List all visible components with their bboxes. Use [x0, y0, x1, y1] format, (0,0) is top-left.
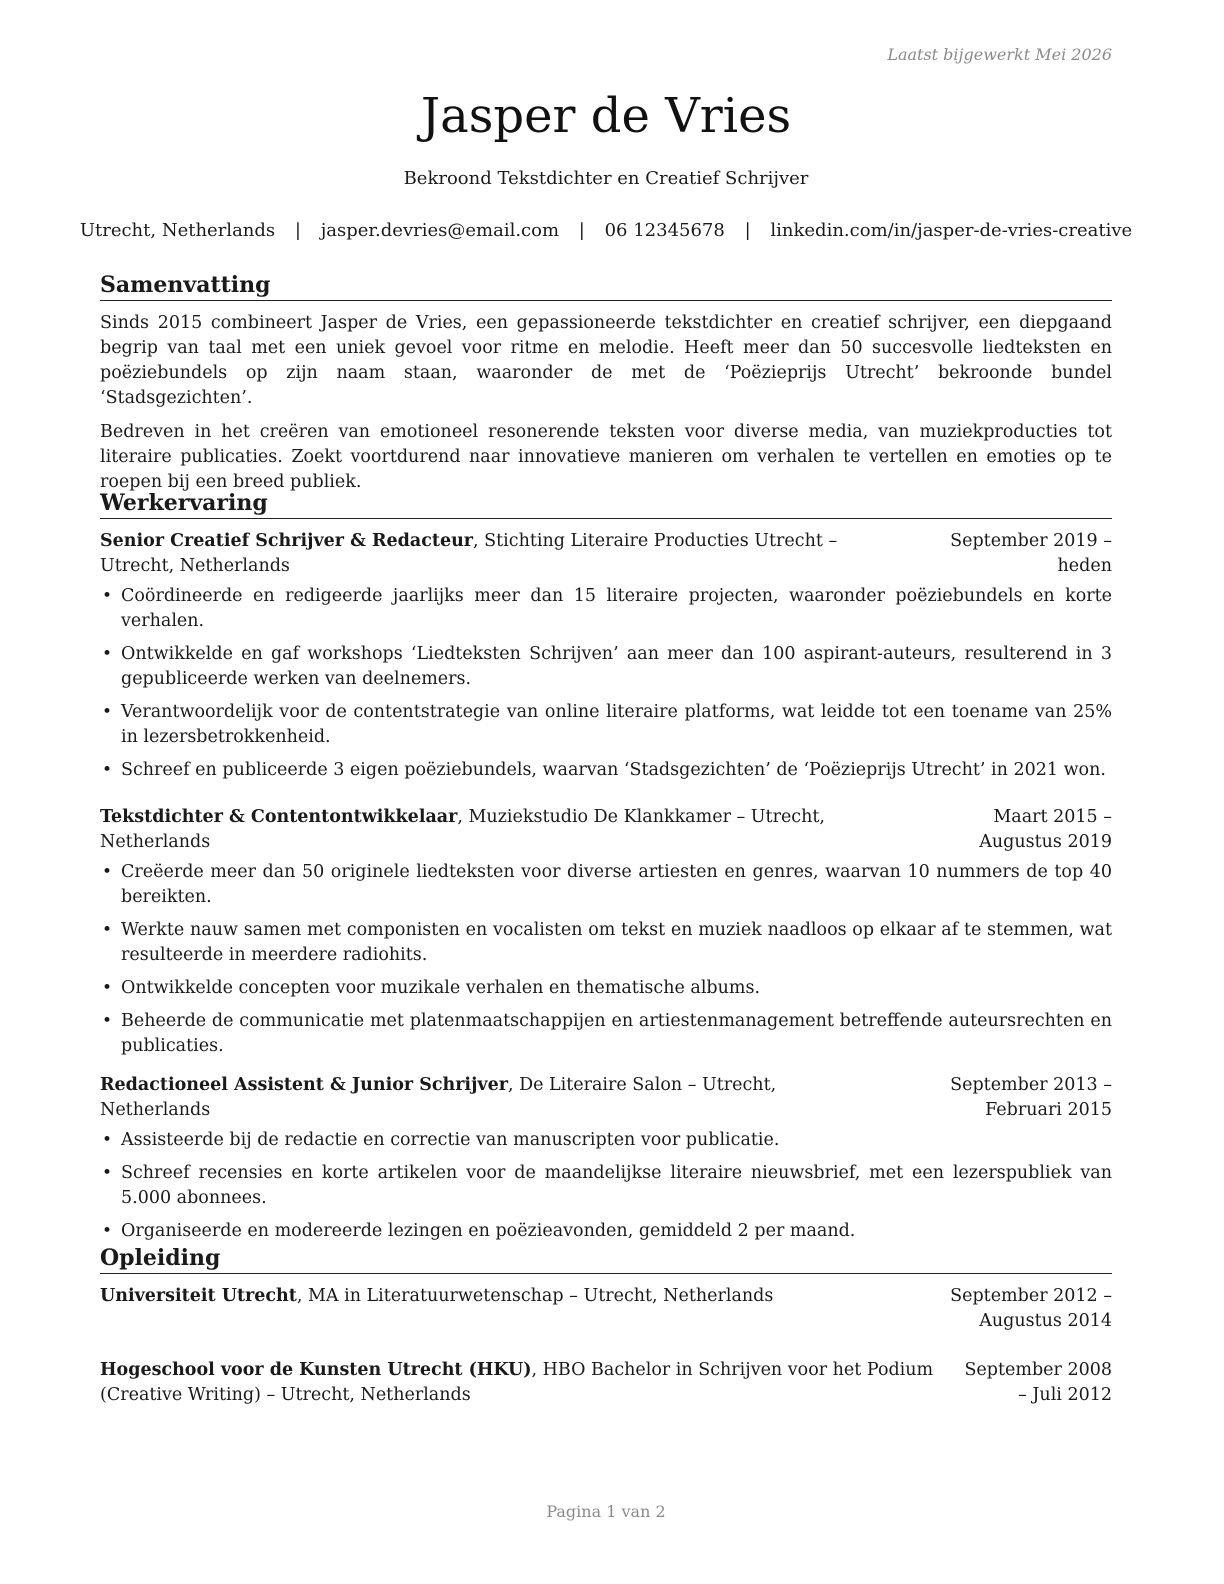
job-role: Senior Creatief Schrijver & Redacteur	[100, 531, 474, 551]
job-header	[100, 529, 1112, 579]
job-bullets	[100, 860, 1112, 1059]
job-bullet: • Verantwoordelijk voor de contentstrategie van online literaire platforms, wat leidde tot een toename van 25% in lezersbetrokkenheid.	[100, 700, 1112, 750]
job-bullet: • Organiseerde en modereerde lezingen en poëzieavonden, gemiddeld 2 per maand.	[100, 1219, 1112, 1244]
education-entry	[100, 1284, 1112, 1334]
section-title-summary: Samenvatting	[100, 272, 1112, 301]
contact-email[interactable]: jasper.devries@email.com	[320, 220, 560, 241]
summary-paragraph: Sinds 2015 combineert Jasper de Vries, een gepassioneerde tekstdichter en creatief schrijver, een diepgaand begrip van taal met een uniek gevoel voor ritme en melodie. Heeft meer dan 50 succesvolle liedteksten en poëziebundels op zijn naam staan, waaronder de met de ‘Poëzieprijs Utrecht’ bekroonde bundel ‘Stadsgezichten’.	[100, 313, 1112, 408]
contact-separator: |	[578, 220, 585, 241]
job-bullet: • Schreef en publiceerde 3 eigen poëziebundels, waarvan ‘Stadsgezichten’ de ‘Poëzieprijs Utrecht’ in 2021 won.	[100, 758, 1112, 783]
job-bullet: • Beheerde de communicatie met platenmaatschappijen en artiestenmanagement betreffende auteursrechten en publicaties.	[100, 1009, 1112, 1059]
contact-linkedin[interactable]: linkedin.com/in/jasper-de-vries-creative	[770, 220, 1133, 241]
education-entry	[100, 1358, 1112, 1408]
job-bullet: • Werkte nauw samen met componisten en vocalisten om tekst en muziek naadloos op elkaar af te stemmen, wat resulteerde in meerdere radiohits.	[100, 918, 1112, 968]
contact-line	[0, 220, 1212, 241]
job-bullet: • Ontwikkelde concepten voor muzikale verhalen en thematische albums.	[100, 976, 1112, 1001]
job-dates: September 2019 – heden	[950, 531, 1112, 576]
job-bullet: • Creëerde meer dan 50 originele liedteksten voor diverse artiesten en genres, waarvan 10 nummers de top 40 bereikten.	[100, 860, 1112, 910]
job-entry	[100, 529, 1112, 783]
candidate-tagline: Bekroond Tekstdichter en Creatief Schrijver	[403, 168, 809, 189]
job-bullet: • Schreef recensies en korte artikelen voor de maandelijkse literaire nieuwsbrief, met een lezerspubliek van 5.000 abonnees.	[100, 1161, 1112, 1211]
job-organization: , Muziekstudio De Klankkamer – Utrecht, Netherlands	[100, 807, 825, 852]
section-title-education: Opleiding	[100, 1245, 1112, 1274]
job-dates: Maart 2015 – Augustus 2019	[979, 807, 1112, 852]
job-organization: , Stichting Literaire Producties Utrecht – Utrecht, Netherlands	[100, 531, 838, 576]
summary-paragraph: Bedreven in het creëren van emotioneel resonerende teksten voor diverse media, van muziekproducties tot literaire publicaties. Zoekt voortdurend naar innovatieve manieren om verhalen te vertellen en emoties op te roepen bij een breed publiek.	[100, 422, 1112, 492]
section-title-experience: Werkervaring	[100, 490, 1112, 519]
experience-section	[100, 490, 1112, 1252]
contact-separator: |	[294, 220, 301, 241]
education-degree: , MA in Literatuurwetenschap – Utrecht, Netherlands	[296, 1286, 774, 1306]
last-updated: Laatst bijgewerkt Mei 2026	[887, 45, 1112, 64]
education-dates: September 2008 – Juli 2012	[964, 1360, 1112, 1405]
education-section	[100, 1245, 1112, 1408]
job-header	[100, 805, 1112, 855]
contact-location: Utrecht, Netherlands	[79, 220, 276, 241]
job-role: Redactioneel Assistent & Junior Schrijver	[100, 1075, 508, 1095]
education-dates: September 2012 – Augustus 2014	[950, 1286, 1112, 1331]
job-header	[100, 1073, 1112, 1123]
job-entry	[100, 1073, 1112, 1244]
education-school: Hogeschool voor de Kunsten Utrecht (HKU)	[100, 1360, 532, 1380]
contact-separator: |	[744, 220, 751, 241]
job-dates: September 2013 – Februari 2015	[950, 1075, 1112, 1120]
summary-section	[100, 272, 1112, 504]
page-number: Pagina 1 van 2	[546, 1502, 666, 1521]
job-role: Tekstdichter & Contentontwikkelaar	[100, 807, 458, 827]
job-bullet: • Ontwikkelde en gaf workshops ‘Liedteksten Schrijven’ aan meer dan 100 aspirant-auteurs, resulterend in 3 gepubliceerde werken van deelnemers.	[100, 642, 1112, 692]
education-school: Universiteit Utrecht	[100, 1286, 297, 1306]
candidate-name: Jasper de Vries	[420, 88, 792, 144]
education-degree: , HBO Bachelor in Schrijven voor het Podium (Creative Writing) – Utrecht, Netherlands	[100, 1360, 934, 1405]
job-entry	[100, 805, 1112, 1059]
job-organization: , De Literaire Salon – Utrecht, Netherlands	[100, 1075, 777, 1120]
resume-page	[79, 0, 1133, 1584]
job-bullet: • Assisteerde bij de redactie en correctie van manuscripten voor publicatie.	[100, 1128, 1112, 1153]
job-bullets	[100, 584, 1112, 783]
job-bullet: • Coördineerde en redigeerde jaarlijks meer dan 15 literaire projecten, waaronder poëziebundels en korte verhalen.	[100, 584, 1112, 634]
contact-phone: 06 12345678	[604, 220, 725, 241]
job-bullets	[100, 1128, 1112, 1244]
